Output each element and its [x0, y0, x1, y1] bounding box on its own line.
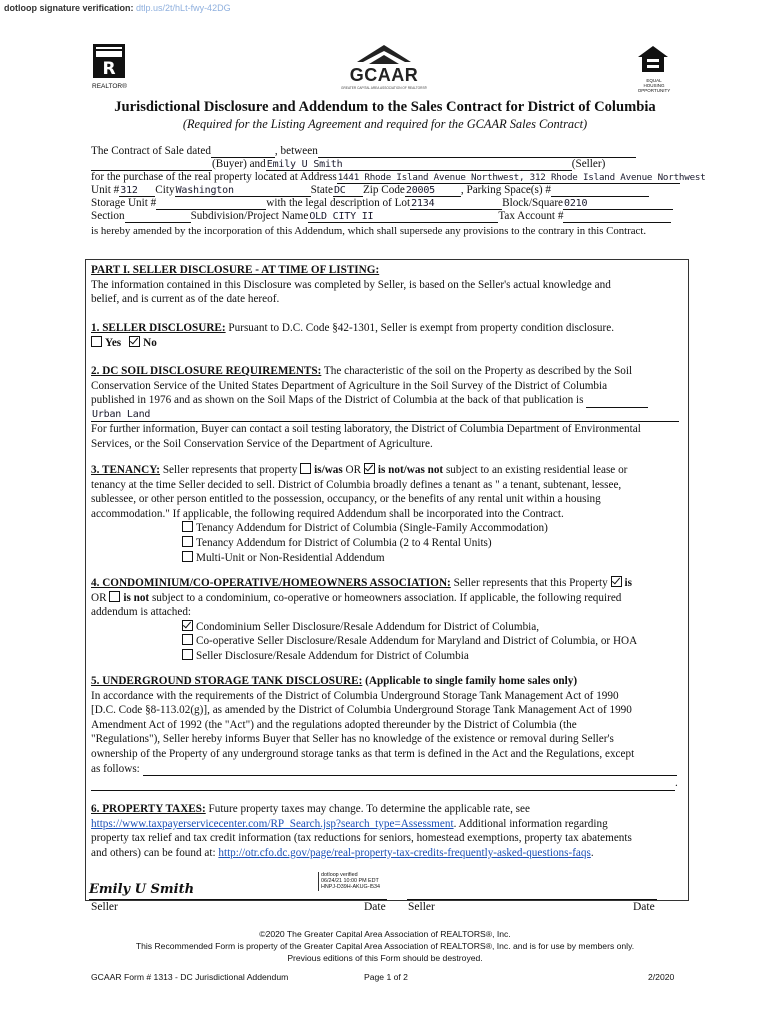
s3-isnot-checkbox[interactable] [364, 463, 375, 474]
buyer-name-field-2[interactable] [91, 158, 212, 171]
date-label-2: Date [633, 901, 655, 913]
s3-addendum-single-checkbox[interactable] [182, 521, 193, 532]
section-5: 5. UNDERGROUND STORAGE TANK DISCLOSURE: (Applicable to single family home sales only) In accordance with the requirements of the District of Columbia Underground Storage Tank Management Act of 1990 [D.C. Code §8-113.02(g)], as amended by the District of Columbia Underground Storage Tank Management Act of 1990 Amendment Act of 1992 (the "Act") and the regulations adopted thereunder by the District of Columbia (the "Regulations"), Seller hereby informs Buyer that Seller has no knowledge of the existence or removal during Seller's ownership of the Property of any underground storage tanks as that term is defined in the Act and the Regulations, except as follows: . [91, 675, 678, 790]
soil-field-end[interactable] [586, 395, 648, 408]
footer-property-notice: This Recommended Form is property of the Greater Capital Area Association of REALTORS®, Inc. and is for use by members only. [135, 941, 635, 951]
ust-exceptions-field-1[interactable] [143, 763, 677, 776]
footer-page-number: Page 1 of 2 [364, 972, 408, 982]
date-label-1: Date [364, 901, 386, 913]
s1-no-checkbox[interactable] [129, 336, 140, 347]
verification-header [4, 3, 231, 13]
zip-field[interactable]: 20005 [405, 184, 461, 197]
realtor-logo [92, 43, 127, 90]
contract-line-6: Section Subdivision/Project Name OLD CITY II Tax Account # [91, 210, 671, 223]
s3-addendum-2to4-checkbox[interactable] [182, 536, 193, 547]
section-6: 6. PROPERTY TAXES: Future property taxes may change. To determine the applicable rate, see https://www.taxpayerservicecenter.com/RP_Search.jsp?search_type=Assessment. Additional information regarding property tax relief and tax credit information (tax reductions for seniors, homestead exemptions, property tax abatements and others) can be found at: http://otr.cfo.dc.gov/page/real-property-tax-credits-frequently-asked-questions-faqs. [91, 803, 632, 859]
contract-line-2: (Buyer) and Emily U Smith (Seller) [91, 158, 605, 171]
footer-form-number: GCAAR Form # 1313 - DC Jurisdictional Addendum [91, 972, 289, 982]
s4-coop-checkbox[interactable] [182, 634, 193, 645]
tax-credits-faq-link[interactable]: http://otr.cfo.dc.gov/page/real-property-tax-credits-frequently-asked-questions-faqs [218, 846, 591, 859]
verification-label: dotloop signature verification: [4, 3, 134, 13]
tax-assessment-link[interactable]: https://www.taxpayerservicecenter.com/RP_Search.jsp?search_type=Assessment [91, 817, 454, 830]
footer-form-date: 2/2020 [648, 972, 675, 982]
city-field[interactable]: Washington [175, 184, 311, 197]
realtor-text: REALTOR® [92, 83, 127, 90]
contract-line-7: is hereby amended by the incorporation of this Addendum, which shall supersede any provisions to the contrary in this Contract. [91, 225, 647, 237]
signature-line-seller-2 [407, 899, 657, 900]
equal-housing-logo [637, 45, 671, 93]
document-title: Jurisdictional Disclosure and Addendum to the Sales Contract for District of Columbia [114, 99, 656, 115]
svg-text:R: R [102, 59, 116, 79]
footer-previous-editions: Previous editions of this Form should be destroyed. [287, 953, 483, 963]
contract-line-3: for the purchase of the real property located at Address 1441 Rhode Island Avenue Northwest, 312 Rhode Island Avenue Northwest [91, 171, 706, 183]
equal-housing-icon [637, 45, 669, 73]
s4-isnot-checkbox[interactable] [109, 591, 120, 602]
section-4-heading: 4. CONDOMINIUM/CO-OPERATIVE/HOMEOWNERS ASSOCIATION: [91, 577, 451, 589]
part1-block: PART I. SELLER DISCLOSURE - AT TIME OF LISTING: The information contained in this Disclosure was completed by Seller, is based on the Seller's actual knowledge and belief, and is current as of the date hereof. [91, 264, 611, 306]
section-5-heading: 5. UNDERGROUND STORAGE TANK DISCLOSURE: [91, 675, 363, 687]
equal-housing-text: EQUAL HOUSING OPPORTUNITY [637, 78, 671, 93]
seller-signature[interactable]: Emily U Smith [89, 882, 195, 897]
contract-date-field[interactable] [211, 145, 275, 158]
tax-account-field[interactable] [563, 210, 671, 223]
s3-is-checkbox[interactable] [300, 463, 311, 474]
s3-addendum-multiunit-checkbox[interactable] [182, 551, 193, 562]
seller-label-2: Seller [408, 901, 435, 913]
state-field[interactable]: DC [333, 184, 363, 197]
gcaar-roof-icon [349, 42, 419, 66]
contract-line-5: Storage Unit # with the legal description of Lot 2134 Block/Square 0210 [91, 197, 673, 210]
contract-line-1: The Contract of Sale dated , between [91, 145, 636, 158]
subdivision-field[interactable]: OLD CITY II [308, 210, 498, 223]
section-1-heading: 1. SELLER DISCLOSURE: [91, 322, 226, 334]
section-2: 2. DC SOIL DISCLOSURE REQUIREMENTS: The characteristic of the soil on the Property as described by the Soil Conservation Service of the United States Department of Agriculture in the Soil Survey of the District of Columbia published in 1976 and as shown on the Soil Maps of the District of Columbia at the back of that publication is Urban Land For further information, Buyer can contact a soil testing laboratory, the District of Columbia Department of Environmental Services, or the Soil Conservation Service of the Department of Agriculture. [91, 364, 687, 452]
section-3: 3. TENANCY: Seller represents that property is/was OR is not/was not subject to an existing residential lease or tenancy at the time Seller decided to sell. District of Columbia broadly defines a tenant as " a tenant, subtenant, lessee, sublessee, or other person entitled to the possession, occupancy, or the benefits of any rental unit within a housing accommodation." If applicable, the following required Addendum shall be incorporated into the Contract. Tenancy Addendum for District of Columbia (Single-Family Accommodation) Tenancy Addendum for District of Columbia (2 to 4 Rental Units) Multi-Unit or Non-Residential Addendum [91, 464, 628, 564]
address-field[interactable]: 1441 Rhode Island Avenue Northwest, 312 Rhode Island Avenue Northwest [337, 172, 706, 183]
seller-label-1: Seller [91, 901, 118, 913]
s4-hoa-checkbox[interactable] [182, 649, 193, 660]
dotloop-verified-stamp: dotloop verified 06/24/21 10:00 PM EDT HNPJ-D39H-AKUG-I534 [318, 872, 380, 891]
buyer-name-field-1[interactable] [318, 145, 636, 158]
unit-field[interactable]: 312 [119, 184, 155, 197]
gcaar-subtext: GREATER CAPITAL AREA ASSOCIATION OF REALTORS® [341, 86, 427, 90]
verification-link[interactable]: dtlp.us/2t/hLt-fwy-42DG [136, 3, 231, 13]
block-field[interactable]: 0210 [563, 197, 673, 210]
soil-field[interactable]: Urban Land [91, 409, 679, 422]
realtor-r-icon [92, 43, 126, 79]
section-field[interactable] [125, 210, 191, 223]
parking-field[interactable] [551, 184, 649, 197]
gcaar-logo [336, 42, 432, 90]
lot-field[interactable]: 2134 [410, 197, 502, 210]
footer-copyright: ©2020 The Greater Capital Area Association of REALTORS®, Inc. [259, 929, 511, 939]
part1-heading: PART I. SELLER DISCLOSURE - AT TIME OF LISTING: [91, 264, 380, 276]
document-subtitle: (Required for the Listing Agreement and required for the GCAAR Sales Contract) [182, 117, 588, 131]
gcaar-text: GCAAR [349, 65, 419, 85]
s1-yes-checkbox[interactable] [91, 336, 102, 347]
section-6-heading: 6. PROPERTY TAXES: [91, 803, 206, 815]
contract-line-4: Unit # 312 City Washington State DC Zip Code 20005 , Parking Space(s) # [91, 184, 649, 197]
section-2-heading: 2. DC SOIL DISCLOSURE REQUIREMENTS: [91, 365, 322, 377]
signature-line-seller-1 [89, 899, 387, 900]
seller-name-field[interactable]: Emily U Smith [266, 158, 572, 171]
s4-condo-checkbox[interactable] [182, 620, 193, 631]
s4-is-checkbox[interactable] [611, 576, 622, 587]
ust-exceptions-field-2[interactable] [91, 778, 675, 791]
section-1: 1. SELLER DISCLOSURE: Pursuant to D.C. Code §42-1301, Seller is exempt from property condition disclosure. Yes No [91, 322, 615, 349]
section-4: 4. CONDOMINIUM/CO-OPERATIVE/HOMEOWNERS ASSOCIATION: Seller represents that this Property is OR is not subject to a condominium, co-operative or homeowners association. If applicable, the following required addendum is attached: Condominium Seller Disclosure/Resale Addendum for District of Columbia, Co-operative Seller Disclosure/Resale Addendum for Maryland and District of Columbia, or HOA Seller Disclosure/Resale Addendum for District of Columbia [91, 577, 638, 662]
section-3-heading: 3. TENANCY: [91, 464, 161, 476]
storage-unit-field[interactable] [156, 197, 266, 210]
